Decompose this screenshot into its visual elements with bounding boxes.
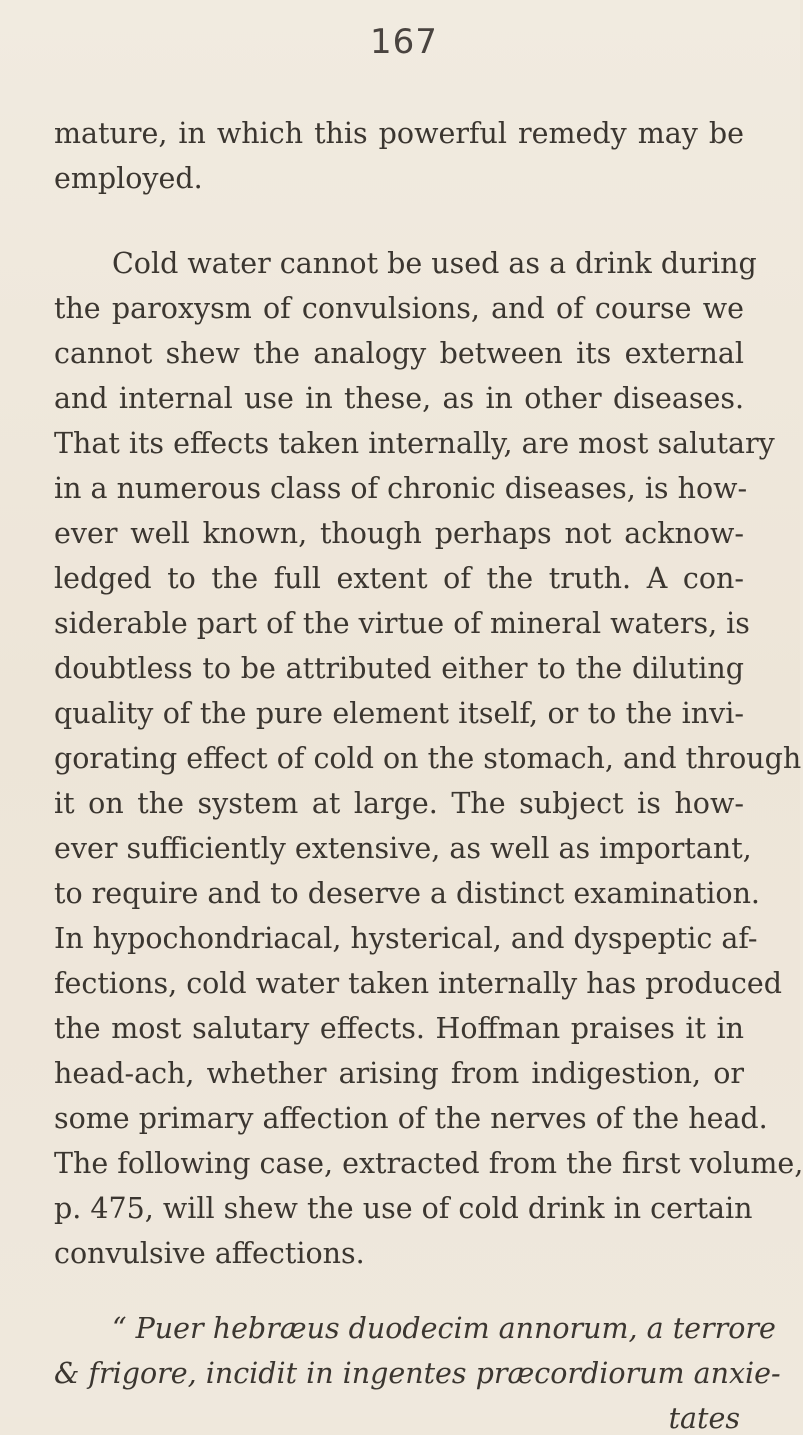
text-line: p. 475, will shew the use of cold drink in certain: [54, 1192, 753, 1225]
text-line: in a numerous class of chronic diseases, is how-: [54, 472, 748, 505]
text-line: Cold water cannot be used as a drink during: [112, 247, 757, 280]
text-line: the most salutary effects. Hoffman praises it in: [54, 1012, 744, 1045]
text-line: That its effects taken internally, are most salutary: [54, 427, 775, 460]
text-line: employed.: [54, 162, 203, 195]
text-line: ever sufficiently extensive, as well as important,: [54, 832, 752, 865]
text-line: cannot shew the analogy between its external: [54, 337, 744, 370]
text-line: it on the system at large. The subject is how-: [54, 787, 744, 820]
text-line: some primary affection of the nerves of the head.: [54, 1102, 768, 1135]
text-line: gorating effect of cold on the stomach, and through: [54, 742, 802, 775]
quote-line: & frigore, incidit in ingentes præcordiorum anxie-: [54, 1357, 781, 1390]
text-line: quality of the pure element itself, or to the invi-: [54, 697, 744, 730]
text-line: the paroxysm of convulsions, and of course we: [54, 292, 744, 325]
text-line: to require and to deserve a distinct examination.: [54, 877, 760, 910]
page-number: 167: [370, 22, 438, 62]
text-line: The following case, extracted from the first volume,: [54, 1147, 803, 1180]
quote-line: tates: [668, 1402, 740, 1435]
text-line: convulsive affections.: [54, 1237, 365, 1270]
text-line: mature, in which this powerful remedy may be: [54, 117, 744, 150]
text-line: In hypochondriacal, hysterical, and dyspeptic af-: [54, 922, 758, 955]
text-line: siderable part of the virtue of mineral waters, is: [54, 607, 750, 640]
text-line: doubtless to be attributed either to the diluting: [54, 652, 744, 685]
text-line: and internal use in these, as in other diseases.: [54, 382, 744, 415]
quote-line: “ Puer hebræus duodecim annorum, a terrore: [112, 1312, 776, 1345]
text-line: ever well known, though perhaps not acknow-: [54, 517, 744, 550]
text-line: fections, cold water taken internally has produced: [54, 967, 783, 1000]
text-line: head-ach, whether arising from indigestion, or: [54, 1057, 744, 1090]
text-line: ledged to the full extent of the truth. A con-: [54, 562, 744, 595]
